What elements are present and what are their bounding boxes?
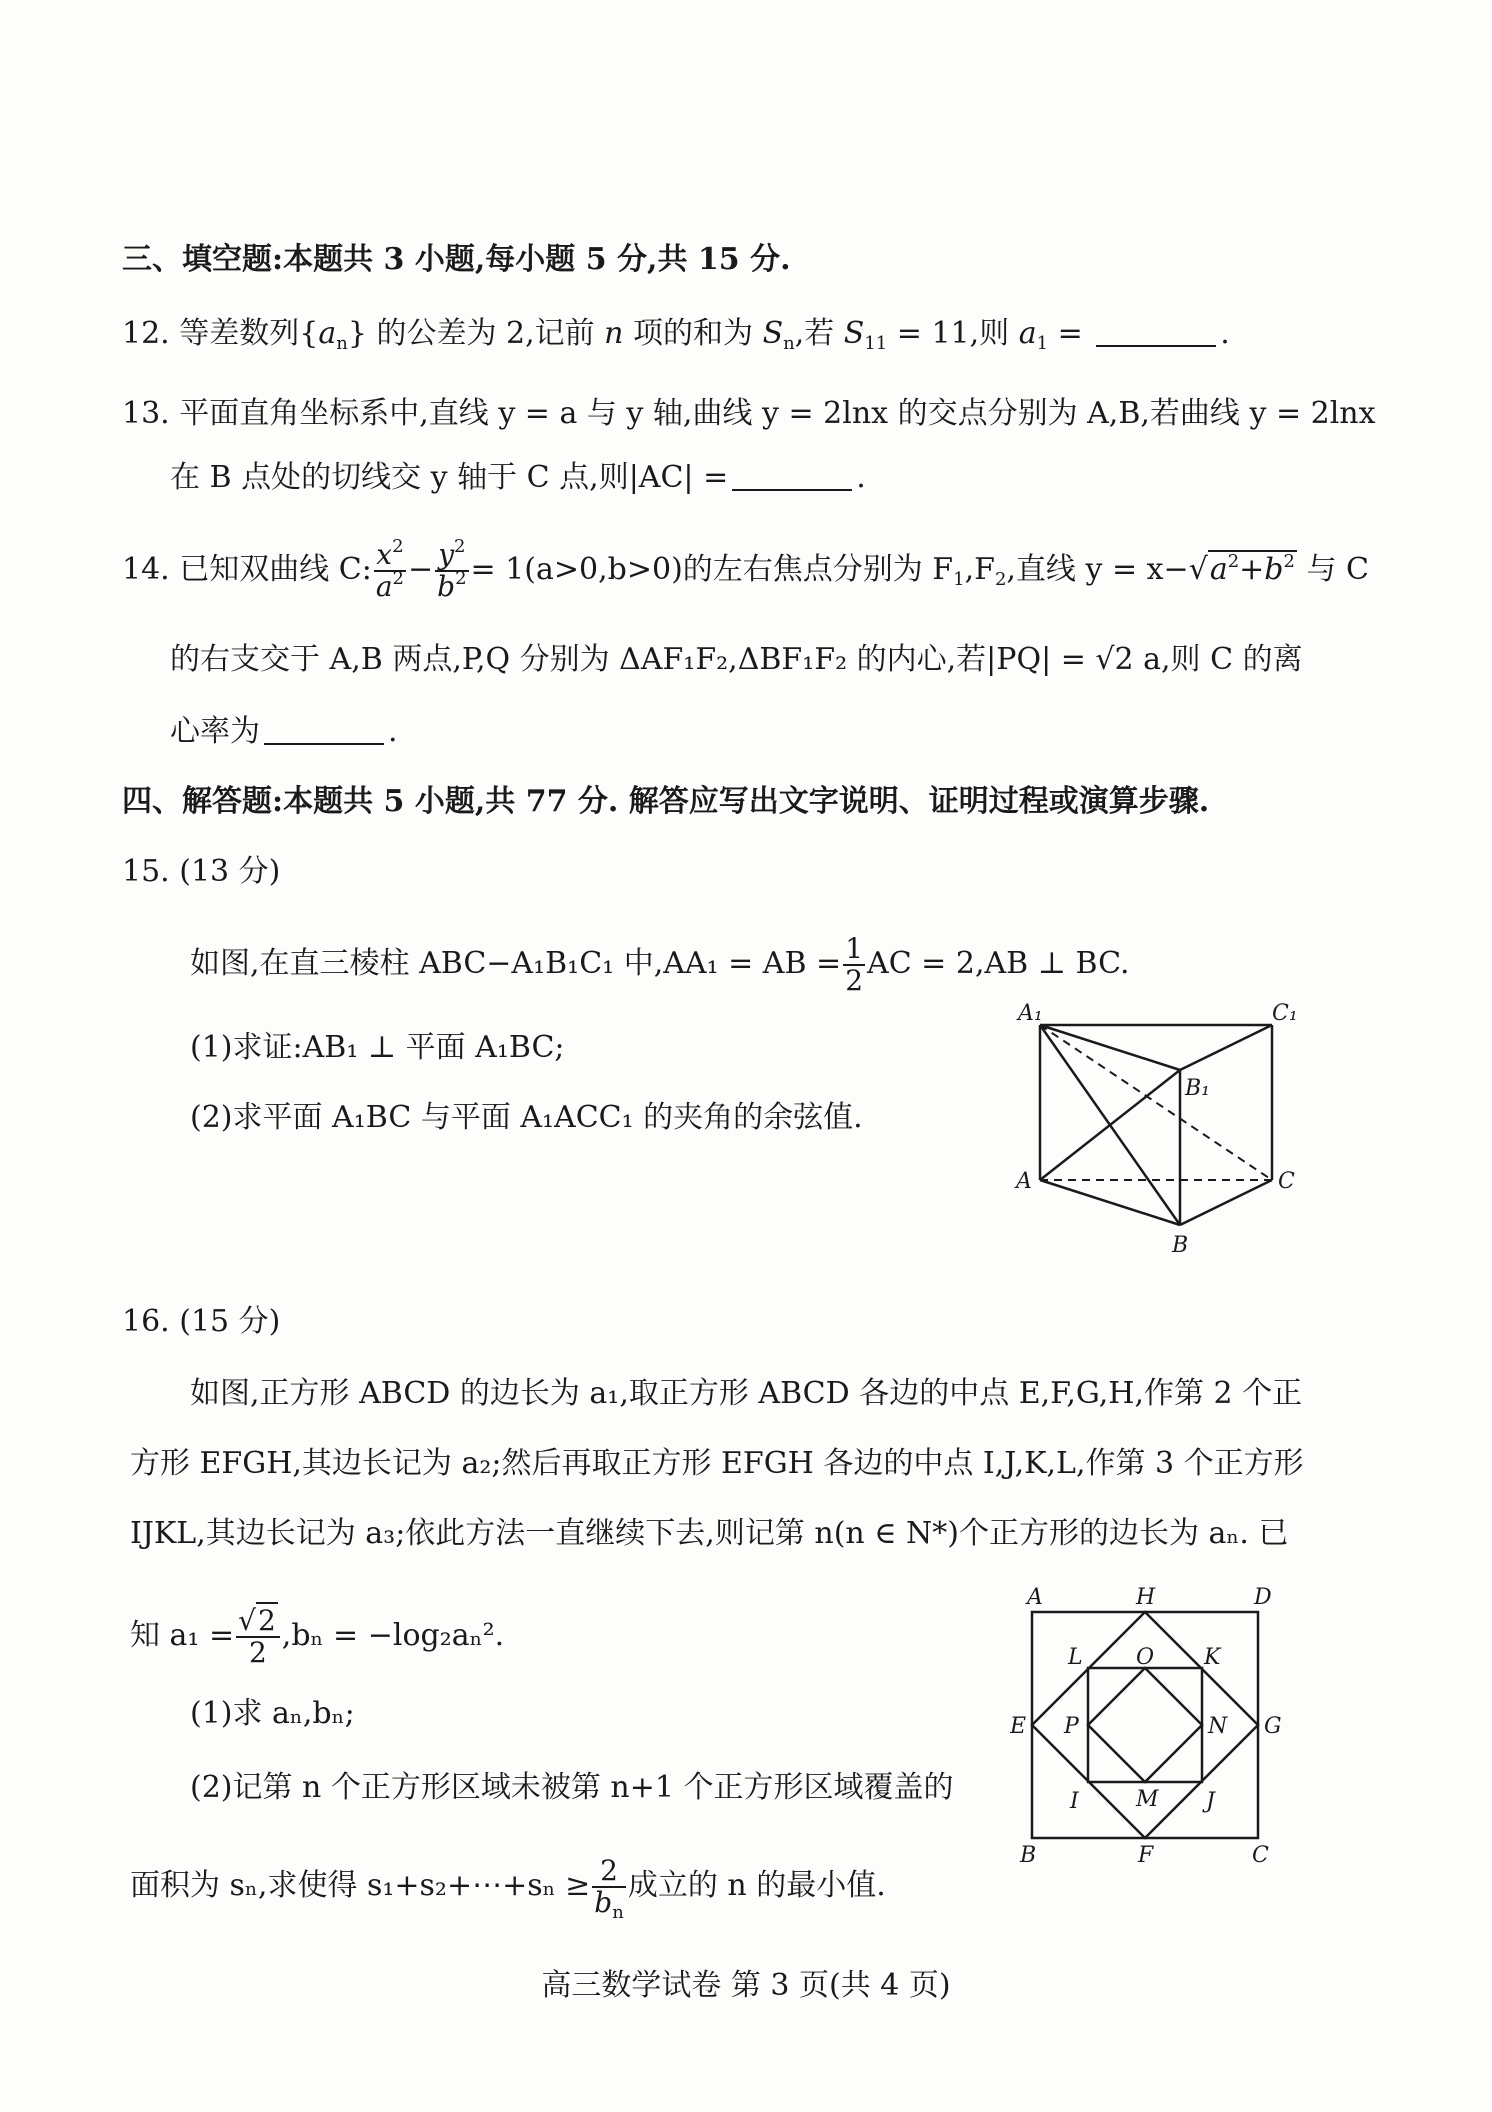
label-E: E (1010, 1714, 1027, 1739)
fraction-one-half: $\frac{1}{2}$ (845, 932, 864, 997)
fraction-y2-b2: $\frac{y^2}{b^2}$ (437, 536, 467, 603)
label-K: K (1204, 1645, 1221, 1670)
question-16-line3: IJKL,其边长记为 a₃;依此方法一直继续下去,则记第 n(n ∈ N*)个正方形的边长为 aₙ. 已 (130, 1516, 1289, 1551)
label-I: I (1070, 1789, 1079, 1814)
answer-blank-13[interactable] (732, 461, 852, 491)
nested-squares-figure (1010, 1580, 1300, 1870)
label-G: G (1264, 1714, 1282, 1739)
question-16-part2-line2: 面积为 sₙ,求使得 s₁+s₂+⋯+sₙ ≥ $\frac{2}{b_n}$ 成立的 n 的最小值. (130, 1854, 886, 1923)
label-A: A (1016, 1169, 1032, 1194)
question-14-line1: 14. 已知双曲线 C: $\frac{x^2}{a^2}$ − $\frac{y^2}{b^2}$ = 1(a>0,b>0)的左右焦点分别为 $F_1,F_2$,直线 $y = x-√a^2+b^2$ 与 C (122, 536, 1370, 603)
label-L: L (1068, 1645, 1083, 1670)
section3-header: 三、填空题:本题共 3 小题,每小题 5 分,共 15 分. (122, 242, 791, 277)
label-A: A (1027, 1585, 1043, 1610)
question-16-line1: 如图,正方形 ABCD 的边长为 a₁,取正方形 ABCD 各边的中点 E,F,G,H,作第 2 个正 (190, 1376, 1303, 1411)
question-16-title: 16. (15 分) (122, 1304, 281, 1339)
label-B: B (1020, 1843, 1037, 1868)
fraction-x2-a2: $\frac{x^2}{a^2}$ (375, 536, 404, 603)
question-15-title: 15. (13 分) (122, 854, 281, 889)
label-B: B (1172, 1233, 1189, 1258)
label-C: C (1252, 1843, 1269, 1868)
section4-header: 四、解答题:本题共 5 小题,共 77 分. 解答应写出文字说明、证明过程或演算步骤. (122, 784, 1210, 819)
question-15-stem: 如图,在直三棱柱 ABC−A₁B₁C₁ 中,AA₁ = AB = $\frac{1}{2}$ AC = 2,AB ⊥ BC. (190, 932, 1130, 997)
question-15-part1: (1)求证:AB₁ ⊥ 平面 A₁BC; (190, 1030, 565, 1065)
answer-blank-14[interactable] (264, 715, 384, 745)
label-M: M (1136, 1787, 1159, 1812)
answer-blank-12[interactable] (1096, 317, 1216, 347)
question-16-line2: 方形 EFGH,其边长记为 a₂;然后再取正方形 EFGH 各边的中点 I,J,K,L,作第 3 个正方形 (130, 1446, 1304, 1481)
label-O: O (1136, 1645, 1155, 1670)
question-13-line1: 13. 平面直角坐标系中,直线 y = a 与 y 轴,曲线 y = 2lnx 的交点分别为 A,B,若曲线 y = 2lnx (122, 396, 1376, 431)
label-H: H (1136, 1585, 1156, 1610)
question-12: 12. 等差数列$\{a_n\}$ 的公差为 2,记前 n 项的和为 $S_n$,若 $S_{11} = 11$,则 $a_1$ = . (122, 316, 1230, 354)
label-C: C (1278, 1169, 1295, 1194)
question-13-line2: 在 B 点处的切线交 y 轴于 C 点,则|AC| = . (170, 460, 866, 495)
question-14-line3: 心率为 . (170, 714, 398, 749)
question-16-part1: (1)求 aₙ,bₙ; (190, 1696, 355, 1731)
prism-figure (1010, 1000, 1310, 1260)
label-N: N (1208, 1714, 1228, 1739)
question-16-part2: (2)记第 n 个正方形区域未被第 n+1 个正方形区域覆盖的 (190, 1770, 954, 1805)
question-14-line2: 的右支交于 A,B 两点,P,Q 分别为 ΔAF₁F₂,ΔBF₁F₂ 的内心,若|PQ| = √2 a,则 C 的离 (170, 642, 1303, 677)
label-P: P (1064, 1714, 1079, 1739)
label-C1: C₁ (1272, 1001, 1298, 1026)
question-16-line4: 知 a₁ = $\frac{√2}{2}$ ,bₙ = −log₂aₙ². (130, 1604, 505, 1669)
page-footer: 高三数学试卷 第 3 页(共 4 页) (541, 1968, 951, 2003)
question-15-part2: (2)求平面 A₁BC 与平面 A₁ACC₁ 的夹角的余弦值. (190, 1100, 863, 1135)
label-B1: B₁ (1185, 1076, 1210, 1101)
label-F: F (1138, 1843, 1154, 1868)
label-A1: A₁ (1018, 1001, 1043, 1026)
label-D: D (1254, 1585, 1272, 1610)
fraction-sqrt2-over-2: $\frac{√2}{2}$ (236, 1606, 280, 1668)
fraction-2-over-bn: $\frac{2}{b_n}$ (594, 1854, 624, 1923)
label-J: J (1206, 1789, 1215, 1814)
